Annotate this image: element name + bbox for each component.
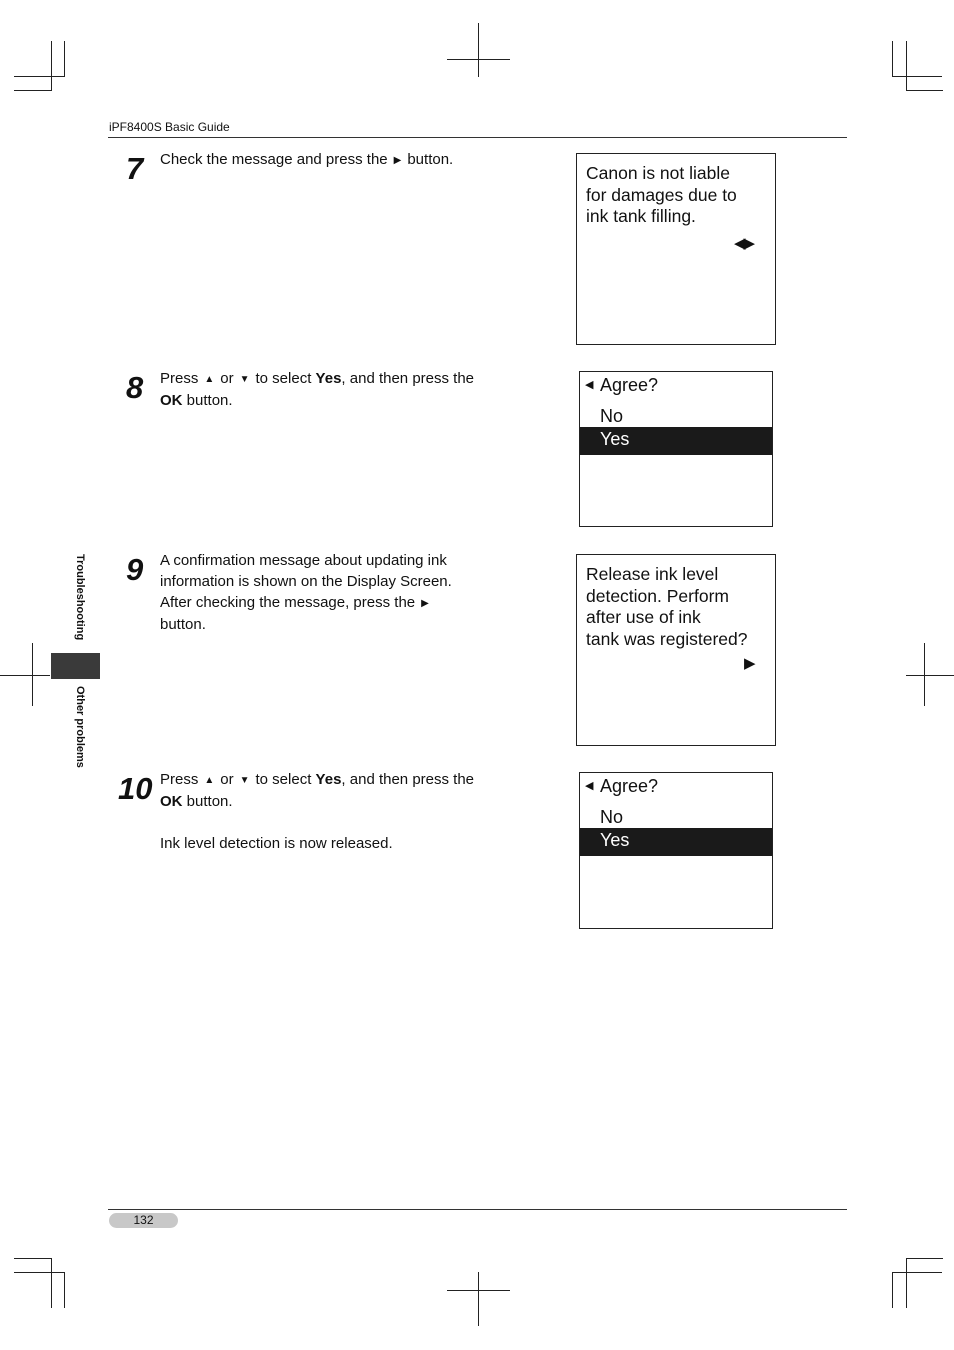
- step-instruction: Press ▲ or ▼ to select Yes, and then press the OK button. Ink level detection is now released.: [160, 771, 475, 852]
- back-triangle-icon: ◀: [585, 379, 594, 391]
- display-screen: [576, 153, 776, 345]
- step-number: 9: [126, 552, 144, 587]
- right-triangle-icon: ▶: [393, 155, 402, 166]
- right-arrow-icon: ▶: [744, 655, 754, 672]
- back-triangle-icon: ◀: [585, 780, 594, 792]
- display-question: Agree?: [600, 776, 659, 796]
- up-triangle-icon: ▲: [204, 775, 215, 786]
- option-no: No: [600, 807, 624, 827]
- down-triangle-icon: ▼: [239, 374, 250, 385]
- step-instruction: Check the message and press the ▶ button.: [160, 149, 520, 171]
- sidebar-section-label: Troubleshooting: [74, 554, 86, 641]
- header-divider: [108, 137, 847, 138]
- step-instruction: A confirmation message about updating ink information is shown on the Display Screen. After checking the message, press the ▶ button.: [160, 552, 452, 633]
- up-triangle-icon: ▲: [204, 374, 215, 385]
- display-screen: [579, 772, 773, 929]
- sidebar-subsection-label: Other problems: [74, 686, 86, 768]
- left-right-arrows-icon: ◀▶: [734, 235, 754, 252]
- option-yes-selected: Yes: [580, 427, 772, 455]
- step-number: 7: [126, 151, 144, 186]
- option-no: No: [600, 406, 624, 426]
- option-yes-selected: Yes: [580, 828, 772, 856]
- right-triangle-icon: ▶: [421, 598, 429, 609]
- step-instruction: Press ▲ or ▼ to select Yes, and then press the OK button.: [160, 370, 475, 409]
- sidebar-tab-marker: [51, 653, 100, 679]
- display-screen: [576, 554, 776, 746]
- step-note: Ink level detection is now released.: [160, 835, 393, 852]
- down-triangle-icon: ▼: [239, 775, 250, 786]
- display-message: Canon is not liable for damages due to ink tank filling.: [586, 163, 737, 226]
- display-question: Agree?: [600, 375, 659, 395]
- page-number: 132: [109, 1213, 178, 1228]
- step-number: 10: [118, 771, 153, 806]
- step-number: 8: [126, 370, 144, 405]
- footer-divider: [108, 1209, 847, 1210]
- display-screen: [579, 371, 773, 527]
- display-message: Release ink level detection. Perform after use of ink tank was registered?: [586, 564, 748, 649]
- header-title: iPF8400S Basic Guide: [109, 120, 230, 134]
